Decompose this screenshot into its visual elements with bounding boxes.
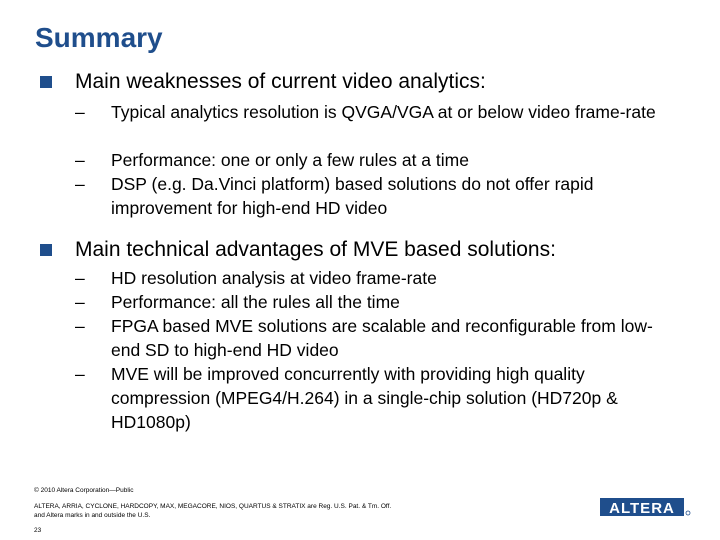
dash-icon: – (75, 174, 85, 194)
sub-bullet-text: DSP (e.g. Da.Vinci platform) based solutions do not offer rapid improvement for high-end HD video (111, 174, 594, 218)
copyright-text: © 2010 Altera Corporation—Public (34, 487, 134, 494)
bullet-heading: Main technical advantages of MVE based solutions: (75, 238, 556, 261)
dash-icon: – (75, 292, 85, 312)
logo-text: ALTERA (609, 500, 675, 517)
trademark-text-line1: ALTERA, ARRIA, CYCLONE, HARDCOPY, MAX, MEGACORE, NIOS, QUARTUS & STRATIX are Reg. U.S. Pat. & Tm. Off. (34, 503, 392, 510)
sub-bullet-text: Performance: all the rules all the time (111, 292, 400, 312)
altera-logo (600, 496, 692, 520)
sub-bullet-text: HD resolution analysis at video frame-rate (111, 268, 437, 288)
square-bullet-icon (40, 76, 52, 88)
page-number: 23 (34, 527, 42, 534)
sub-bullet-text: Performance: one or only a few rules at a time (111, 150, 469, 170)
dash-icon: – (75, 150, 85, 170)
dash-icon: – (75, 316, 85, 336)
square-bullet-icon (40, 244, 52, 256)
bullet-heading: Main weaknesses of current video analytics: (75, 70, 486, 93)
sub-bullet-text: Typical analytics resolution is QVGA/VGA at or below video frame-rate (111, 102, 656, 122)
sub-bullet-text: MVE will be improved concurrently with providing high quality compression (MPEG4/H.264) in a single-chip solution (HD720p & HD1080p) (111, 364, 618, 432)
dash-icon: – (75, 268, 85, 288)
dash-icon: – (75, 102, 85, 122)
slide-title: Summary (35, 22, 163, 53)
sub-bullet-text: FPGA based MVE solutions are scalable and reconfigurable from low-end SD to high-end HD video (111, 316, 653, 360)
dash-icon: – (75, 364, 85, 384)
trademark-text-line2: and Altera marks in and outside the U.S. (34, 512, 151, 519)
